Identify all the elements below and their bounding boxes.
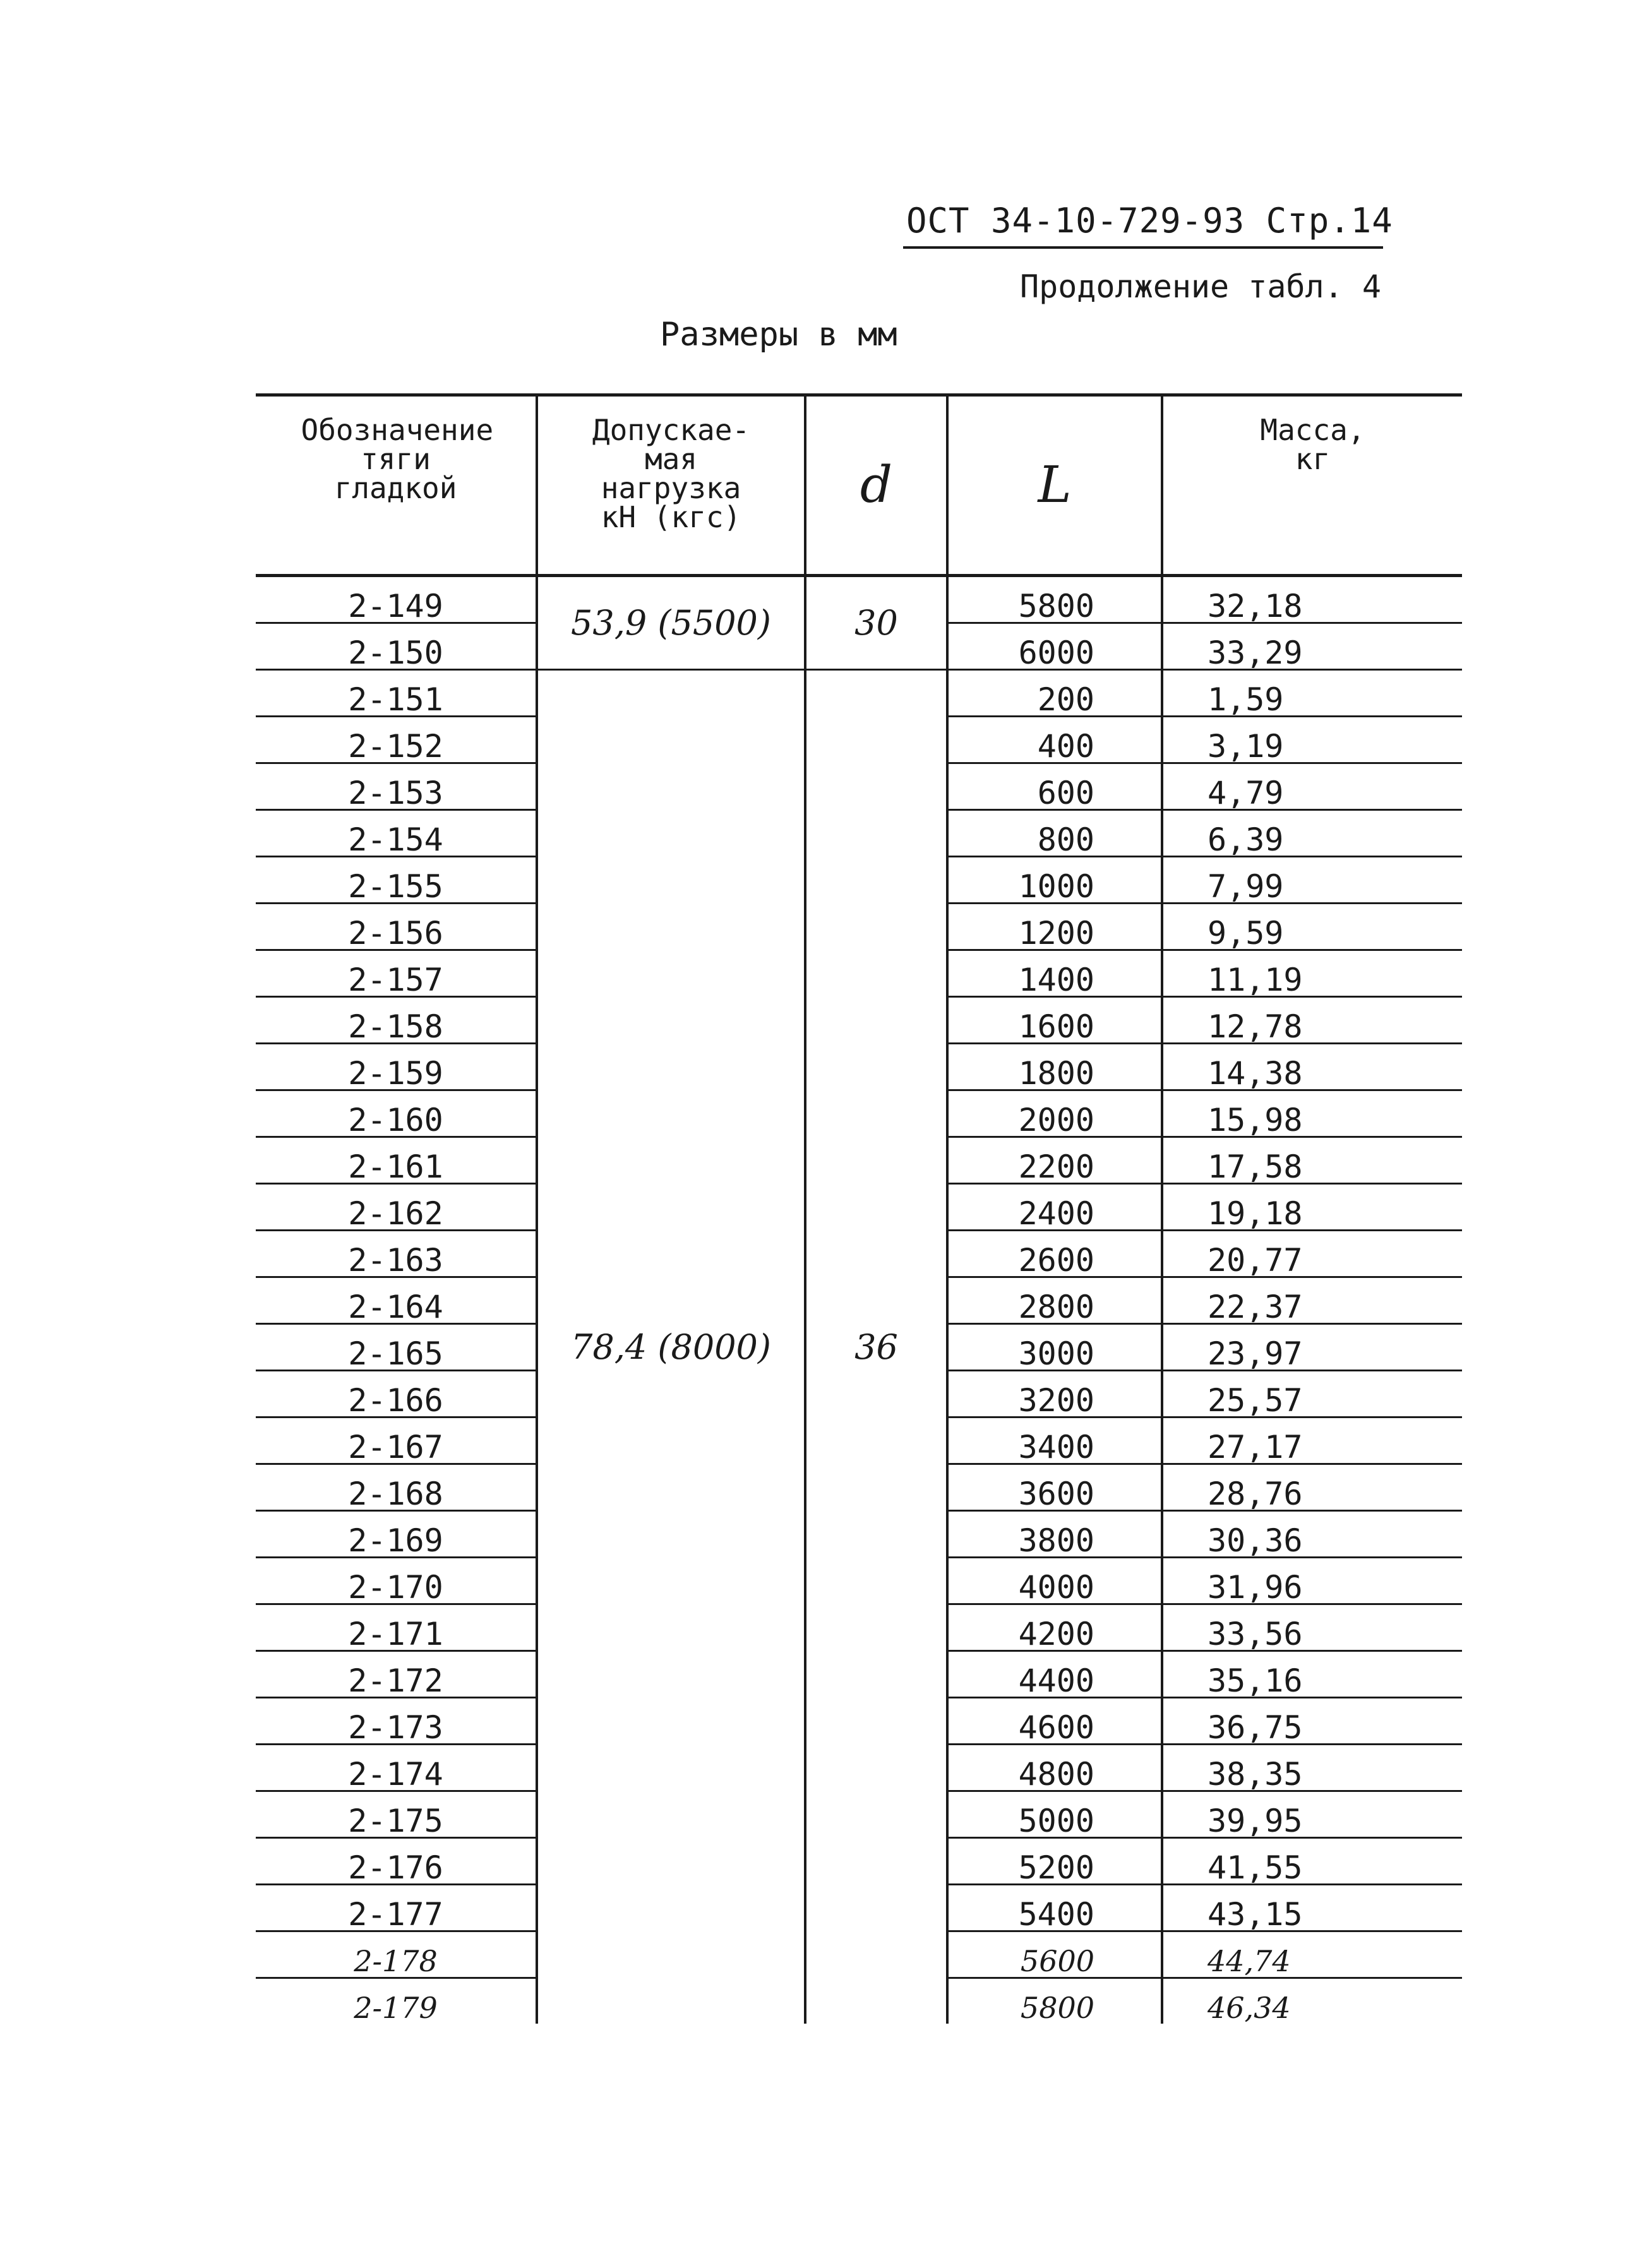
cell-designation: 2-161 — [256, 1137, 537, 1184]
cell-length-L: 4400 — [947, 1651, 1162, 1698]
cell-designation: 2-155 — [256, 857, 537, 904]
cell-mass: 23,97 — [1162, 1324, 1462, 1371]
units-caption: Размеры в мм — [660, 316, 897, 354]
cell-designation: 2-169 — [256, 1511, 537, 1558]
cell-designation: 2-166 — [256, 1371, 537, 1418]
cell-allowable-load: 78,4 (8000) — [537, 670, 805, 2024]
header-L: L — [947, 395, 1162, 576]
header-mass: Масса, кг — [1162, 395, 1462, 576]
cell-length-L: 3800 — [947, 1511, 1162, 1558]
cell-length-L: 4200 — [947, 1604, 1162, 1651]
cell-mass: 41,55 — [1162, 1838, 1462, 1885]
cell-length-L: 600 — [947, 763, 1162, 810]
cell-length-L: 3400 — [947, 1418, 1162, 1464]
cell-length-L: 3000 — [947, 1324, 1162, 1371]
cell-mass: 14,38 — [1162, 1044, 1462, 1090]
cell-designation: 2-156 — [256, 904, 537, 950]
cell-mass: 27,17 — [1162, 1418, 1462, 1464]
cell-mass: 28,76 — [1162, 1464, 1462, 1511]
cell-mass: 35,16 — [1162, 1651, 1462, 1698]
cell-designation: 2-149 — [256, 576, 537, 623]
cell-designation: 2-151 — [256, 670, 537, 717]
cell-designation: 2-175 — [256, 1791, 537, 1838]
cell-length-L: 1400 — [947, 950, 1162, 997]
table-continuation-note: Продолжение табл. 4 — [1020, 268, 1381, 305]
cell-length-L: 2000 — [947, 1090, 1162, 1137]
cell-length-L: 4000 — [947, 1558, 1162, 1604]
cell-designation: 2-162 — [256, 1184, 537, 1231]
cell-length-L: 5000 — [947, 1791, 1162, 1838]
cell-mass: 17,58 — [1162, 1137, 1462, 1184]
cell-designation: 2-172 — [256, 1651, 537, 1698]
cell-designation: 2-164 — [256, 1277, 537, 1324]
cell-mass: 46,34 — [1162, 1978, 1462, 2024]
cell-designation: 2-159 — [256, 1044, 537, 1090]
rod-dimensions-table — [256, 393, 1462, 2024]
cell-length-L: 5800 — [947, 1978, 1162, 2024]
cell-length-L: 6000 — [947, 623, 1162, 670]
cell-designation: 2-176 — [256, 1838, 537, 1885]
cell-mass: 33,29 — [1162, 623, 1462, 670]
cell-mass: 9,59 — [1162, 904, 1462, 950]
cell-designation: 2-158 — [256, 997, 537, 1044]
cell-designation: 2-150 — [256, 623, 537, 670]
cell-length-L: 2600 — [947, 1231, 1162, 1277]
document-header: ОСТ 34-10-729-93 Стр.14 — [906, 201, 1393, 241]
cell-designation: 2-163 — [256, 1231, 537, 1277]
cell-length-L: 5400 — [947, 1885, 1162, 1931]
header-allowable-load: Допускае- мая нагрузка кН (кгс) — [537, 395, 805, 576]
cell-mass: 30,36 — [1162, 1511, 1462, 1558]
cell-designation: 2-179 — [354, 1991, 438, 2025]
cell-mass: 38,35 — [1162, 1745, 1462, 1791]
cell-length-L: 4600 — [947, 1698, 1162, 1745]
cell-length-L: 3600 — [947, 1464, 1162, 1511]
cell-mass: 22,37 — [1162, 1277, 1462, 1324]
table-body — [256, 576, 1462, 2024]
cell-length-L: 1200 — [947, 904, 1162, 950]
cell-designation: 2-165 — [256, 1324, 537, 1371]
cell-mass: 20,77 — [1162, 1231, 1462, 1277]
cell-designation: 2-178 — [256, 1931, 537, 1978]
cell-mass: 1,59 — [1162, 670, 1462, 717]
cell-mass: 6,39 — [1162, 810, 1462, 857]
cell-mass: 11,19 — [1162, 950, 1462, 997]
cell-designation: 2-167 — [256, 1418, 537, 1464]
cell-mass: 44,74 — [1162, 1931, 1462, 1978]
cell-mass: 32,18 — [1162, 576, 1462, 623]
cell-designation: 2-170 — [256, 1558, 537, 1604]
cell-designation: 2-157 — [256, 950, 537, 997]
header-designation: Обозначение тяги гладкой — [256, 395, 537, 576]
cell-length-L: 3200 — [947, 1371, 1162, 1418]
header-d: d — [805, 395, 947, 576]
cell-mass: 7,99 — [1162, 857, 1462, 904]
cell-length-L: 5600 — [947, 1931, 1162, 1978]
cell-designation: 2-160 — [256, 1090, 537, 1137]
cell-length-L: 800 — [947, 810, 1162, 857]
cell-mass: 25,57 — [1162, 1371, 1462, 1418]
cell-length-L: 400 — [947, 717, 1162, 763]
cell-mass: 12,78 — [1162, 997, 1462, 1044]
cell-designation: 2-153 — [256, 763, 537, 810]
table-row — [256, 670, 1462, 717]
cell-allowable-load: 53,9 (5500) — [537, 576, 805, 670]
table-row — [256, 576, 1462, 623]
cell-d: 36 — [805, 670, 947, 2024]
cell-mass: 4,79 — [1162, 763, 1462, 810]
cell-length-L: 5200 — [947, 1838, 1162, 1885]
cell-length-L: 1800 — [947, 1044, 1162, 1090]
cell-mass: 33,56 — [1162, 1604, 1462, 1651]
cell-length-L: 1000 — [947, 857, 1162, 904]
cell-mass: 39,95 — [1162, 1791, 1462, 1838]
table-header-row — [256, 395, 1462, 576]
cell-length-L: 2400 — [947, 1184, 1162, 1231]
cell-length-L: 2800 — [947, 1277, 1162, 1324]
cell-d: 30 — [805, 576, 947, 670]
cell-mass: 36,75 — [1162, 1698, 1462, 1745]
cell-length-L: 1600 — [947, 997, 1162, 1044]
cell-length-L: 2200 — [947, 1137, 1162, 1184]
header-underline — [903, 246, 1383, 249]
cell-designation: 2-173 — [256, 1698, 537, 1745]
cell-designation: 2-168 — [256, 1464, 537, 1511]
cell-mass: 3,19 — [1162, 717, 1462, 763]
cell-mass: 31,96 — [1162, 1558, 1462, 1604]
cell-length-L: 200 — [947, 670, 1162, 717]
cell-designation: 2-152 — [256, 717, 537, 763]
cell-length-L: 4800 — [947, 1745, 1162, 1791]
cell-mass: 19,18 — [1162, 1184, 1462, 1231]
cell-mass: 15,98 — [1162, 1090, 1462, 1137]
cell-designation: 2-154 — [256, 810, 537, 857]
cell-length-L: 5800 — [947, 576, 1162, 623]
cell-designation: 2-174 — [256, 1745, 537, 1791]
cell-designation: 2-177 — [256, 1885, 537, 1931]
cell-designation: 2-171 — [256, 1604, 537, 1651]
cell-mass: 43,15 — [1162, 1885, 1462, 1931]
